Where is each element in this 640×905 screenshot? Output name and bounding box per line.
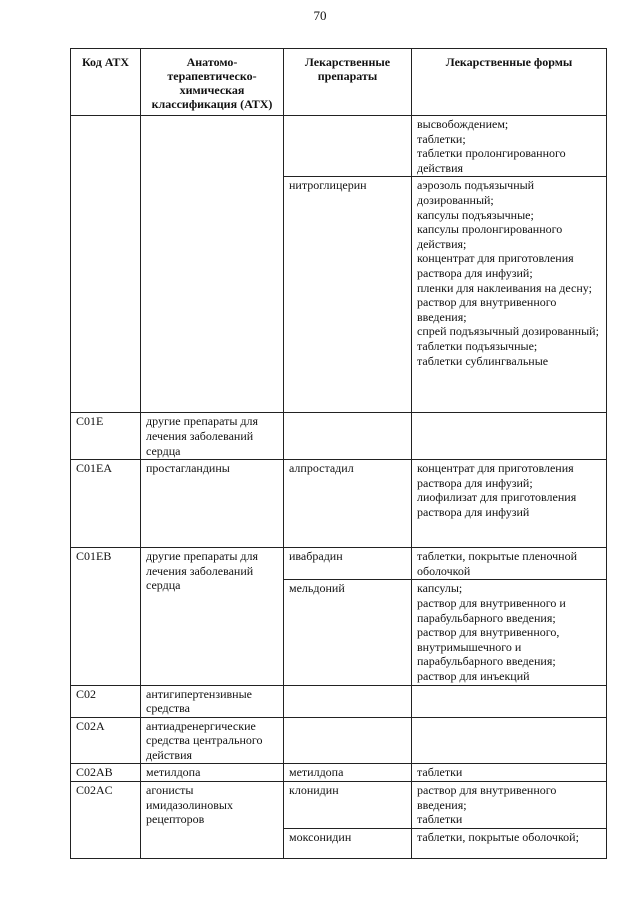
cell-classification xyxy=(141,116,284,413)
cell-code: C01EB xyxy=(71,548,141,685)
dosage-form-item: раствор для внутривенного введения; xyxy=(417,783,557,812)
dosage-form-item: капсулы подъязычные; xyxy=(417,207,534,222)
header-drugs: Лекарственные препараты xyxy=(284,49,412,116)
dosage-form-item: капсулы пролонгированного действия; xyxy=(417,222,563,251)
cell-code: C02AC xyxy=(71,782,141,859)
dosage-form-item: таблетки пролонгированного действия xyxy=(417,146,566,175)
cell-drug: моксонидин xyxy=(284,828,412,858)
dosage-form-item: концентрат для приготовления раствора для инфузий; xyxy=(417,251,574,280)
cell-forms xyxy=(412,685,607,717)
cell-forms xyxy=(412,828,607,858)
table-row xyxy=(71,548,607,580)
cell-drug: ивабрадин xyxy=(284,548,412,580)
dosage-form-item: таблетки xyxy=(417,812,463,827)
cell-code: C02AB xyxy=(71,764,141,782)
cell-code: C02 xyxy=(71,685,141,717)
cell-forms xyxy=(412,764,607,782)
dosage-form-item: таблетки подъязычные; xyxy=(417,338,538,353)
cell-forms xyxy=(412,413,607,460)
atx-table xyxy=(70,48,607,859)
cell-forms xyxy=(412,548,607,580)
cell-classification: другие препараты для лечения заболеваний сердца xyxy=(141,413,284,460)
dosage-form-item: раствор для инъекций xyxy=(417,668,530,683)
cell-code xyxy=(71,116,141,413)
dosage-form-item: таблетки, покрытые пленочной оболочкой xyxy=(417,549,578,578)
dosage-form-item: таблетки, покрытые оболочкой; xyxy=(417,829,579,844)
cell-drug: клонидин xyxy=(284,782,412,829)
cell-code: C01EA xyxy=(71,460,141,548)
header-code: Код АТХ xyxy=(71,49,141,116)
cell-forms xyxy=(412,177,607,413)
dosage-form-item: высвобождением; xyxy=(417,117,509,131)
header-forms: Лекарственные формы xyxy=(412,49,607,116)
table-row xyxy=(71,460,607,548)
cell-forms xyxy=(412,460,607,548)
table-row xyxy=(71,116,607,177)
header-classification: Анатомо-терапевтическо-химическая классификация (АТХ) xyxy=(141,49,284,116)
cell-drug: метилдопа xyxy=(284,764,412,782)
cell-drug: алпростадил xyxy=(284,460,412,548)
dosage-form-item: аэрозоль подъязычный дозированный; xyxy=(417,178,535,207)
table-row xyxy=(71,717,607,764)
cell-forms xyxy=(412,717,607,764)
cell-drug: нитроглицерин xyxy=(284,177,412,413)
table-header-row xyxy=(71,49,607,116)
table-row xyxy=(71,764,607,782)
table-row xyxy=(71,782,607,829)
cell-forms xyxy=(412,116,607,177)
cell-classification: антигипертензивные средства xyxy=(141,685,284,717)
table-row xyxy=(71,685,607,717)
cell-classification: антиадренергические средства центрального действия xyxy=(141,717,284,764)
cell-classification: агонисты имидазолиновых рецепторов xyxy=(141,782,284,859)
dosage-form-item: таблетки сублингвальные xyxy=(417,353,549,368)
dosage-form-item: концентрат для приготовления раствора для инфузий; xyxy=(417,461,574,490)
dosage-form-item: таблетки xyxy=(417,765,463,780)
dosage-form-item: лиофилизат для приготовления раствора для инфузий xyxy=(417,490,577,519)
table-row xyxy=(71,413,607,460)
dosage-form-item: капсулы; xyxy=(417,581,463,596)
cell-drug: мельдоний xyxy=(284,580,412,685)
cell-code: C01E xyxy=(71,413,141,460)
dosage-form-item: таблетки; xyxy=(417,131,466,146)
cell-drug xyxy=(284,685,412,717)
cell-forms xyxy=(412,782,607,829)
cell-drug xyxy=(284,413,412,460)
page-number: 70 xyxy=(313,8,327,23)
cell-drug xyxy=(284,717,412,764)
dosage-form-item: спрей подъязычный дозированный; xyxy=(417,324,599,339)
cell-classification: другие препараты для лечения заболеваний сердца xyxy=(141,548,284,685)
cell-classification: простагландины xyxy=(141,460,284,548)
dosage-form-item: раствор для внутривенного, внутримышечного и парабульбарного введения; xyxy=(417,625,560,669)
dosage-form-item: пленки для наклеивания на десну; xyxy=(417,280,592,295)
dosage-form-item: раствор для внутривенного и парабульбарного введения; xyxy=(417,595,566,625)
cell-drug xyxy=(284,116,412,177)
cell-classification: метилдопа xyxy=(141,764,284,782)
cell-code: C02A xyxy=(71,717,141,764)
dosage-form-item: раствор для внутривенного введения; xyxy=(417,295,557,324)
cell-forms xyxy=(412,580,607,685)
